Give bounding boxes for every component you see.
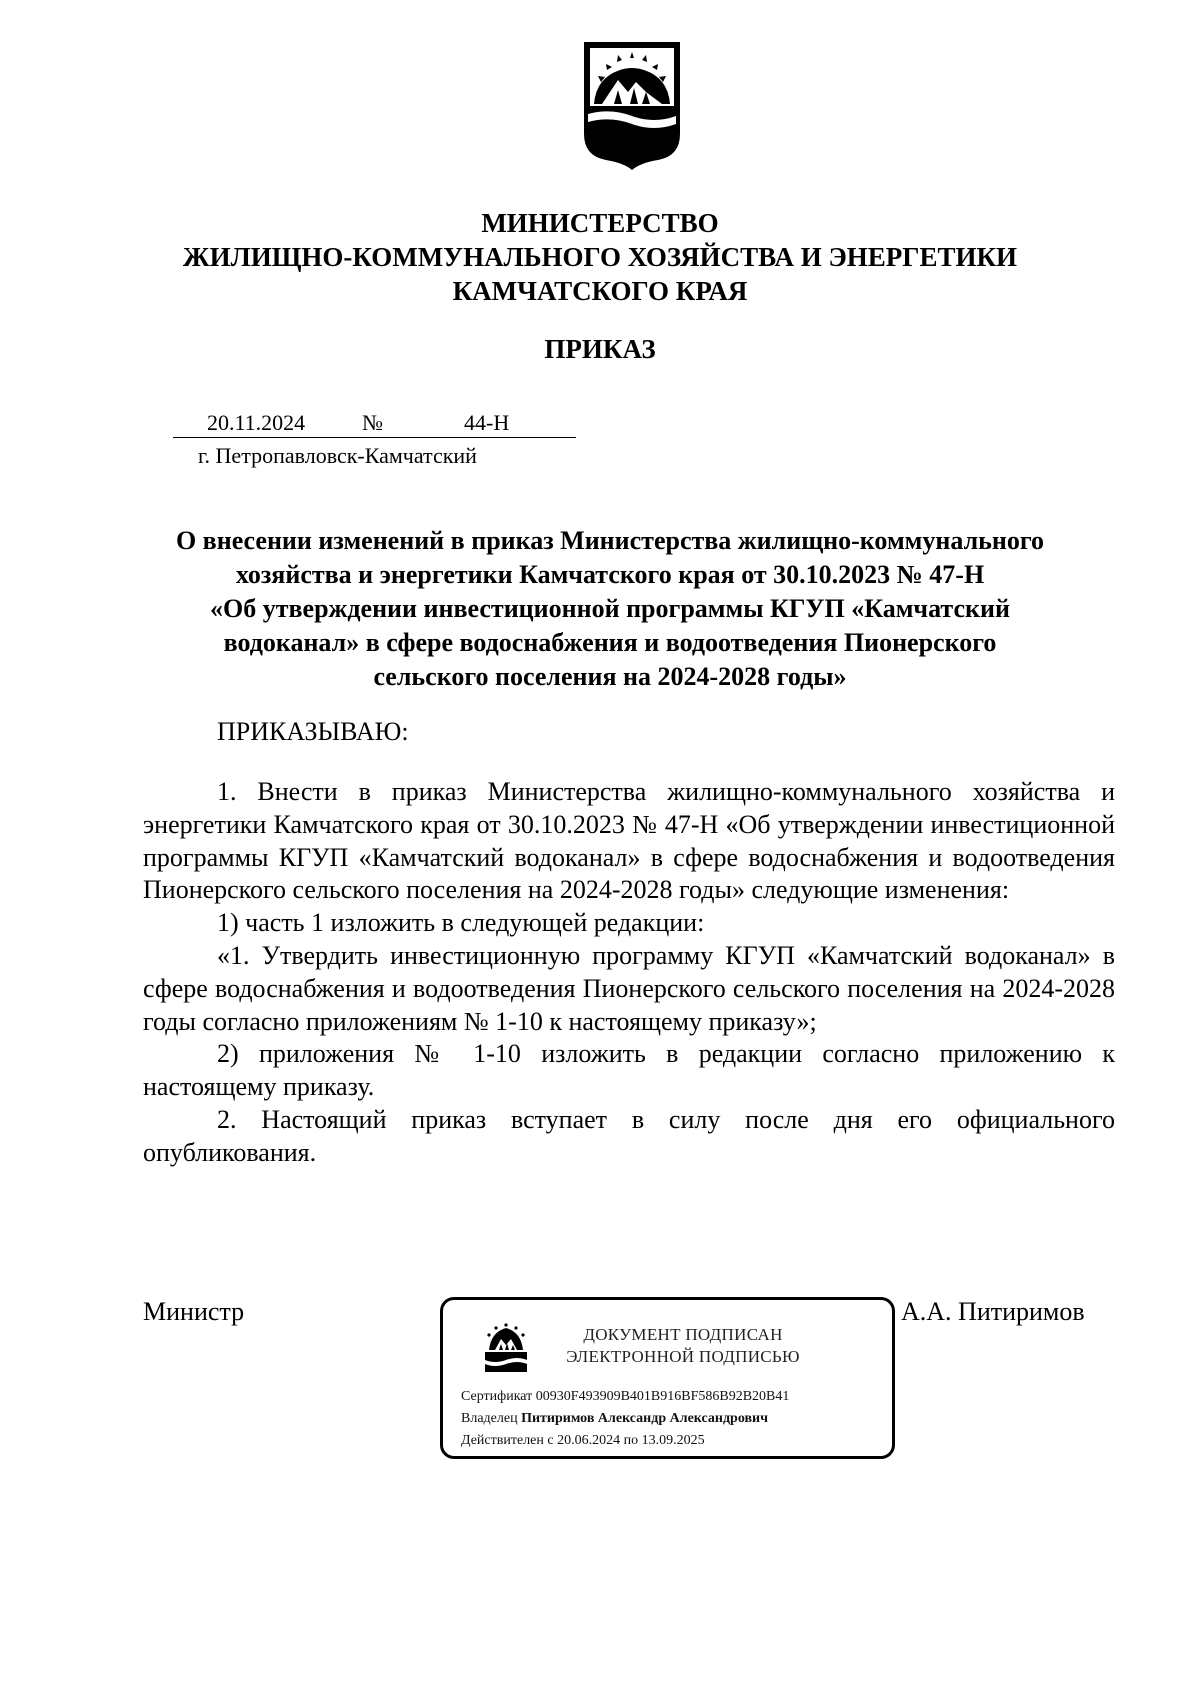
paragraph-1-sub-2: 2) приложения № 1-10 изложить в редакции согласно приложению к настоящему приказу.: [143, 1039, 1115, 1102]
title-line-2: хозяйства и энергетики Камчатского края от 30.10.2023 № 47-Н: [235, 560, 985, 589]
order-number: 44-Н: [464, 410, 510, 435]
ministry-line-1: МИНИСТЕРСТВО: [481, 208, 719, 238]
valid-to: 13.09.2025: [641, 1433, 705, 1448]
signatory-position: Министр: [143, 1297, 245, 1326]
stamp-validity: [461, 1432, 705, 1450]
cert-label: Сертификат: [461, 1389, 533, 1404]
title-line-1: О внесении изменений в приказ Министерства жилищно-коммунального: [175, 526, 1045, 555]
order-body: [143, 776, 1115, 1170]
paragraph-2: 2. Настоящий приказ вступает в силу после дня его официального опубликования.: [143, 1104, 1115, 1167]
ministry-line-2: ЖИЛИЩНО-КОММУНАЛЬНОГО ХОЗЯЙСТВА И ЭНЕРГЕТИКИ: [182, 242, 1018, 272]
number-sign: №: [362, 410, 383, 435]
valid-from-word: с: [547, 1433, 554, 1448]
stamp-owner: [461, 1410, 768, 1428]
valid-from: 20.06.2024: [557, 1433, 621, 1448]
title-line-3: «Об утверждении инвестиционной программы КГУП «Камчатский: [210, 594, 1010, 623]
orders-word: ПРИКАЗЫВАЮ:: [217, 717, 409, 746]
owner-label: Владелец: [461, 1411, 518, 1426]
cert-value: 00930F493909B401B916BF586B92B20B41: [535, 1389, 790, 1404]
stamp-title: [543, 1324, 823, 1368]
title-line-4: водоканал» в сфере водоснабжения и водоотведения Пионерского: [223, 628, 997, 657]
order-date: 20.11.2024: [207, 410, 306, 435]
ministry-header: [0, 206, 1200, 308]
paragraph-1-sub-1: 1) часть 1 изложить в следующей редакции:: [217, 908, 705, 938]
stamp-title-line-2: ЭЛЕКТРОННОЙ ПОДПИСЬЮ: [566, 1347, 800, 1366]
stamp-certificate: [461, 1388, 789, 1406]
order-heading: ПРИКАЗ: [544, 334, 656, 364]
title-line-5: сельского поселения на 2024-2028 годы»: [373, 662, 847, 691]
ministry-line-3: КАМЧАТСКОГО КРАЯ: [452, 276, 748, 306]
stamp-emblem-icon: [483, 1322, 529, 1374]
electronic-signature-stamp: [440, 1297, 895, 1459]
valid-label: Действителен: [461, 1433, 544, 1448]
coat-of-arms-icon: [580, 38, 684, 172]
stamp-title-line-1: ДОКУМЕНТ ПОДПИСАН: [583, 1325, 783, 1344]
owner-value: Питиримов Александр Александрович: [521, 1411, 768, 1426]
date-underline: [173, 437, 576, 438]
paragraph-1-quote: «1. Утвердить инвестиционную программу КГУП «Камчатский водоканал» в сфере водоснабжения и водоотведения Пионерского сельского поселения на 2024-2028 годы согласно приложениям № 1-10 к настоящему приказу»;: [143, 940, 1115, 1036]
paragraph-1: 1. Внести в приказ Министерства жилищно-коммунального хозяйства и энергетики Камчатского края от 30.10.2023 № 47-Н «Об утверждении инвестиционной программы КГУП «Камчатский водоканал» в сфере водоснабжения и водоотведения Пионерского сельского поселения на 2024-2028 годы» следующие изменения:: [143, 777, 1115, 905]
document-title: [130, 524, 1090, 694]
city-name: г. Петропавловск-Камчатский: [198, 443, 477, 468]
signatory-name: А.А. Питиримов: [901, 1297, 1085, 1326]
valid-to-word: по: [623, 1433, 639, 1448]
